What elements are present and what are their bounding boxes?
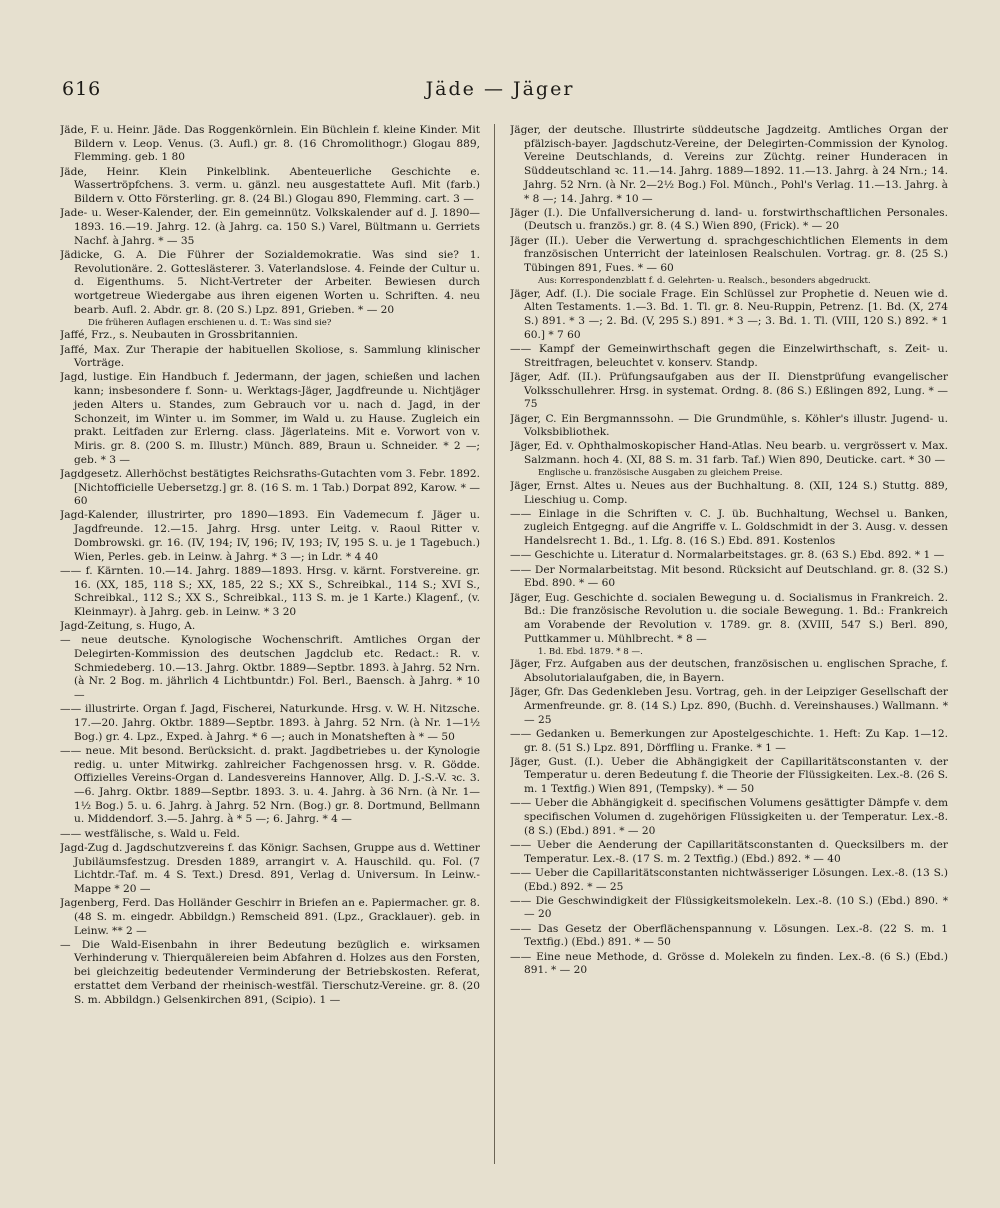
catalog-entry: —— westfälische, s. Wald u. Feld. bbox=[60, 827, 240, 840]
catalog-entry: Jagenberg, Ferd. Das Holländer Geschirr in Briefen an e. Papiermacher. gr. 8. (48 S. m. eingedr. Abbildgn.) Remscheid 891. (Lpz., Gracklauer). geb. in Leinw. ** 2 — bbox=[60, 897, 480, 937]
catalog-entry: —— Der Normalarbeitstag. Mit besond. Rücksicht auf Deutschland. gr. 8. (32 S.) Ebd. 890. * — 60 bbox=[510, 563, 948, 590]
catalog-entry: Die früheren Auflagen erschienen u. d. T.: Was sind sie? bbox=[88, 317, 332, 328]
catalog-entry: Jagd, lustige. Ein Handbuch f. Jedermann, der jagen, schießen und lachen kann; insbesondere f. Sonn- u. Werktags-Jäger, Jagdfreunde u. Nichtjäger jeden Alters u. Standes, zum Gebrauch vor u. nach d. Jagd, in der Schonzeit, im Winter u. im Sommer, im Wald u. zu Hause. Zugleich ein prakt. Leitfaden zur Erlerng. class. Jägerlateins. Mit e. Vorwort von v. Miris. gr. 8. (200 S. m. Illustr.) Münch. 889, Braun u. Schneider. * 2 —; geb. * 3 — bbox=[60, 371, 480, 466]
catalog-entry: Jäger, Ed. v. Ophthalmoskopischer Hand-Atlas. Neu bearb. u. vergrössert v. Max. Salzmann. hoch 4. (XI, 88 S. m. 31 farb. Taf.) Wien 890, Deuticke. cart. * 30 — bbox=[510, 440, 948, 467]
catalog-entry: —— Ueber die Aenderung der Capillaritätsconstanten d. Quecksilbers m. der Temperatur. Lex.-8. (17 S. m. 2 Textfig.) (Ebd.) 892. * — 40 bbox=[510, 838, 948, 865]
catalog-entry: — Die Wald-Eisenbahn in ihrer Bedeutung bezüglich e. wirksamen Verhinderung v. Thierquälereien beim Abfahren d. Holzes aus den Forsten, bei gleichzeitig bedeutender Verminderung der Betriebskosten. Referat, erstattet dem Verband der rheinisch-westfäl. Tierschutz-Vereine. gr. 8. (20 S. m. Abbildgn.) Gelsenkirchen 891, (Scipio). 1 — bbox=[60, 938, 480, 1006]
catalog-entry: —— Eine neue Methode, d. Grösse d. Molekeln zu finden. Lex.-8. (6 S.) (Ebd.) 891. * — 20 bbox=[510, 950, 948, 977]
page-number: 616 bbox=[62, 78, 102, 100]
catalog-entry: Englische u. französische Ausgaben zu gleichem Preise. bbox=[538, 468, 783, 479]
catalog-entry: Jäger, C. Ein Bergmannssohn. — Die Grundmühle, s. Köhler's illustr. Jugend- u. Volksbibliothek. bbox=[510, 412, 948, 439]
right-column bbox=[510, 124, 948, 1184]
catalog-entry: —— Das Gesetz der Oberflächenspannung v. Lösungen. Lex.-8. (22 S. m. 1 Textfig.) (Ebd.) 891. * — 50 bbox=[510, 922, 948, 949]
catalog-entry: Jädicke, G. A. Die Führer der Sozialdemokratie. Was sind sie? 1. Revolutionäre. 2. Gotteslästerer. 3. Vaterlandslose. 4. Feinde der Cultur u. d. Eigenthums. 5. Nicht-Vertreter der Arbeiter. Bewiesen durch wortgetreue Wiedergabe aus ihren eigenen Worten u. Schriften. 4. neu bearb. Aufl. 2. Abdr. gr. 8. (20 S.) Lpz. 891, Grieben. * — 20 bbox=[60, 248, 480, 316]
catalog-entry: Jagd-Zeitung, s. Hugo, A. bbox=[60, 620, 196, 633]
catalog-entry: Jaffé, Frz., s. Neubauten in Grossbritannien. bbox=[60, 329, 299, 342]
catalog-entry: — neue deutsche. Kynologische Wochenschrift. Amtliches Organ der Delegirten-Kommission des deutschen Jagdclub etc. Redact.: R. v. Schmiedeberg. 10.—13. Jahrg. Oktbr. 1889—Septbr. 1893. à Jahrg. 52 Nrn. (à Nr. 2 Bog. m. jährlich 4 Lichtbuntdr.) Fol. Berl., Baensch. à Jahrg. * 10 — bbox=[60, 634, 480, 702]
catalog-entry: —— Ueber die Abhängigkeit d. specifischen Volumens gesättigter Dämpfe v. dem specifischen Volumen d. zugehörigen Flüssigkeiten u. der Temperatur. Lex.-8. (8 S.) (Ebd.) 891. * — 20 bbox=[510, 797, 948, 837]
catalog-entry: —— Gedanken u. Bemerkungen zur Apostelgeschichte. 1. Heft: Zu Kap. 1—12. gr. 8. (51 S.) Lpz. 891, Dörffling u. Franke. * 1 — bbox=[510, 727, 948, 754]
catalog-entry: Jäger (II.). Ueber die Verwertung d. sprachgeschichtlichen Elements in dem französischen Unterricht der lateinlosen Realschulen. Vortrag. gr. 8. (25 S.) Tübingen 891, Fues. * — 60 bbox=[510, 234, 948, 275]
column-divider bbox=[494, 124, 495, 1164]
catalog-entry: —— Geschichte u. Literatur d. Normalarbeitstages. gr. 8. (63 S.) Ebd. 892. * 1 — bbox=[510, 549, 945, 562]
catalog-entry: —— Kampf der Gemeinwirthschaft gegen die Einzelwirthschaft, s. Zeit- u. Streitfragen, beleuchtet v. konserv. Standp. bbox=[510, 343, 948, 369]
catalog-entry: Jäde, Heinr. Klein Pinkelblink. Abenteuerliche Geschichte e. Wassertröpfchens. 3. verm. u. gänzl. neu ausgestattete Aufl. Mit (farb.) Bildern v. Otto Försterling. gr. 8. (24 Bl.) Glogau 890, Flemming. cart. 3 — bbox=[60, 165, 480, 206]
running-head: Jäde — Jäger bbox=[425, 78, 575, 100]
catalog-entry: —— neue. Mit besond. Berücksicht. d. prakt. Jagdbetriebes u. der Kynologie redig. u. unter Mitwirkg. zahlreicher Fachgenossen hrsg. v. R. Gödde. Offizielles Vereins-Organ d. Landesvereins Hannover, Allg. D. J.-S.-V. ꝛc. 3.—6. Jahrg. Oktbr. 1889—Septbr. 1893. 3. u. 4. Jahrg. à 36 Nrn. (à Nr. 1—1½ Bog.) 5. u. 6. Jahrg. à Jahrg. 52 Nrn. (Bog.) gr. 8. Dortmund, Bellmann u. Middendorf. 3.—5. Jahrg. à * 5 —; 6. Jahrg. * 4 — bbox=[60, 744, 480, 826]
catalog-entry: Jaffé, Max. Zur Therapie der habituellen Skoliose, s. Sammlung klinischer Vorträge. bbox=[60, 343, 480, 370]
catalog-entry: Jagdgesetz. Allerhöchst bestätigtes Reichsraths-Gutachten vom 3. Febr. 1892. [Nichtofficielle Uebersetzg.] gr. 8. (16 S. m. 1 Tab.) Dorpat 892, Karow. * — 60 bbox=[60, 467, 480, 508]
catalog-entry: Jagd-Kalender, illustrirter, pro 1890—1893. Ein Vademecum f. Jäger u. Jagdfreunde. 12.—15. Jahrg. Hrsg. unter Leitg. v. Raoul Ritter v. Dombrowski. gr. 16. (IV, 194; IV, 196; IV, 193; IV, 195 S. u. je 1 Tagebuch.) Wien, Perles. geb. in Leinw. à Jahrg. * 3 —; in Ldr. * 4 40 bbox=[60, 509, 480, 563]
catalog-entry: Jäger, Gfr. Das Gedenkleben Jesu. Vortrag, geh. in der Leipziger Gesellschaft der Armenfreunde. gr. 8. (14 S.) Lpz. 890, (Buchh. d. Vereinshauses.) Wallmann. * — 25 bbox=[510, 686, 948, 726]
catalog-entry: Jäger, Adf. (II.). Prüfungsaufgaben aus der II. Dienstprüfung evangelischer Volksschullehrer. Hrsg. in systemat. Ordng. 8. (86 S.) Eßlingen 892, Lung. * — 75 bbox=[510, 370, 948, 411]
catalog-entry: —— f. Kärnten. 10.—14. Jahrg. 1889—1893. Hrsg. v. kärnt. Forstvereine. gr. 16. (XX, 185, 118 S.; XX, 185, 22 S.; XX S., Schreibkal., 114 S.; XVI S., Schreibkal., 112 S.; XX S., Schreibkal., 113 S. m. je 1 Karte.) Klagenf., (v. Kleinmayr). à Jahrg. geb. in Leinw. * 3 20 bbox=[60, 564, 480, 618]
catalog-entry: Jäger, Adf. (I.). Die sociale Frage. Ein Schlüssel zur Prophetie d. Neuen wie d. Alten Testaments. 1.—3. Bd. 1. Tl. gr. 8. Neu-Ruppin, Petrenz. [1. Bd. (X, 274 S.) 891. * 3 —; 2. Bd. (V, 295 S.) 891. * 3 —; 3. Bd. 1. Tl. (VIII, 120 S.) 892. * 1 60.] * 7 60 bbox=[510, 287, 948, 341]
catalog-entry: Jäger, Eug. Geschichte d. socialen Bewegung u. d. Socialismus in Frankreich. 2. Bd.: Die französische Revolution u. die sociale Bewegung. 1. Bd.: Frankreich am Vorabende der Revolution v. 1789. gr. 8. (XVIII, 547 S.) Berl. 890, Puttkammer u. Mühlbrecht. * 8 — bbox=[510, 591, 948, 645]
catalog-entry: —— illustrirte. Organ f. Jagd, Fischerei, Naturkunde. Hrsg. v. W. H. Nitzsche. 17.—20. Jahrg. Oktbr. 1889—Septbr. 1893. à Jahrg. 52 Nrn. (à Nr. 1—1½ Bog.) gr. 4. Lpz., Exped. à Jahrg. * 6 —; auch in Monatsheften à * — 50 bbox=[60, 703, 480, 743]
catalog-entry: 1. Bd. Ebd. 1879. * 8 —. bbox=[538, 646, 643, 657]
catalog-entry: —— Die Geschwindigkeit der Flüssigkeitsmolekeln. Lex.-8. (10 S.) (Ebd.) 890. * — 20 bbox=[510, 894, 948, 921]
catalog-entry: Jäger, Gust. (I.). Ueber die Abhängigkeit der Capillaritätsconstanten v. der Temperatur u. deren Bedeutung f. die Theorie der Flüssigkeiten. Lex.-8. (26 S. m. 1 Textfig.) Wien 891, (Tempsky). * — 50 bbox=[510, 755, 948, 796]
catalog-entry: Jäger, Ernst. Altes u. Neues aus der Buchhaltung. 8. (XII, 124 S.) Stuttg. 889, Lieschiug u. Comp. bbox=[510, 479, 948, 506]
catalog-entry: Jäger, Frz. Aufgaben aus der deutschen, französischen u. englischen Sprache, f. Absolutorialaufgaben, die, in Bayern. bbox=[510, 658, 948, 685]
catalog-entry: —— Einlage in die Schriften v. C. J. üb. Buchhaltung, Wechsel u. Banken, zugleich Entgegng. auf die Angriffe v. L. Goldschmidt in der 3. Ausg. v. dessen Handelsrecht 1. Bd., 1. Lfg. 8. (16 S.) Ebd. 891. Kostenlos bbox=[510, 507, 948, 548]
catalog-entry: —— Ueber die Capillaritätsconstanten nichtwässeriger Lösungen. Lex.-8. (13 S.) (Ebd.) 892. * — 25 bbox=[510, 866, 948, 893]
catalog-entry: Aus: Korrespondenzblatt f. d. Gelehrten- u. Realsch., besonders abgedruckt. bbox=[538, 276, 871, 287]
catalog-entry: Jäger, der deutsche. Illustrirte süddeutsche Jagdzeitg. Amtliches Organ der pfälzisch-bayer. Jagdschutz-Vereine, der Delegirten-Commission der Kynolog. Vereine Deutschlands, d. Vereins zur Züchtg. reiner Hunderacen in Süddeutschland ꝛc. 11.—14. Jahrg. 1889—1892. 11.—13. Jahrg. à 24 Nrn.; 14. Jahrg. 52 Nrn. (à Nr. 2—2½ Bog.) Fol. Münch., Pohl's Verlag. 11.—13. Jahrg. à * 8 —; 14. Jahrg. * 10 — bbox=[510, 124, 948, 205]
catalog-entry: Jade- u. Weser-Kalender, der. Ein gemeinnütz. Volkskalender auf d. J. 1890—1893. 16.—19. Jahrg. 12. (à Jahrg. ca. 150 S.) Varel, Bültmann u. Gerriets Nachf. à Jahrg. * — 35 bbox=[60, 207, 480, 247]
catalog-entry: Jäger (I.). Die Unfallversicherung d. land- u. forstwirthschaftlichen Personales. (Deutsch u. französ.) gr. 8. (4 S.) Wien 890, (Frick). * — 20 bbox=[510, 206, 948, 233]
catalog-entry: Jäde, F. u. Heinr. Jäde. Das Roggenkörnlein. Ein Büchlein f. kleine Kinder. Mit Bildern v. Leop. Venus. (3. Aufl.) gr. 8. (16 Chromolithogr.) Glogau 889, Flemming. geb. 1 80 bbox=[60, 124, 480, 164]
left-column bbox=[60, 124, 480, 1184]
catalog-entry: Jagd-Zug d. Jagdschutzvereins f. das Königr. Sachsen, Gruppe aus d. Wettiner Jubiläumsfestzug. Dresden 1889, arrangirt v. A. Hauschild. qu. Fol. (7 Lichtdr.-Taf. m. 4 S. Text.) Dresd. 891, Verlag d. Universum. In Leinw.-Mappe * 20 — bbox=[60, 841, 480, 895]
